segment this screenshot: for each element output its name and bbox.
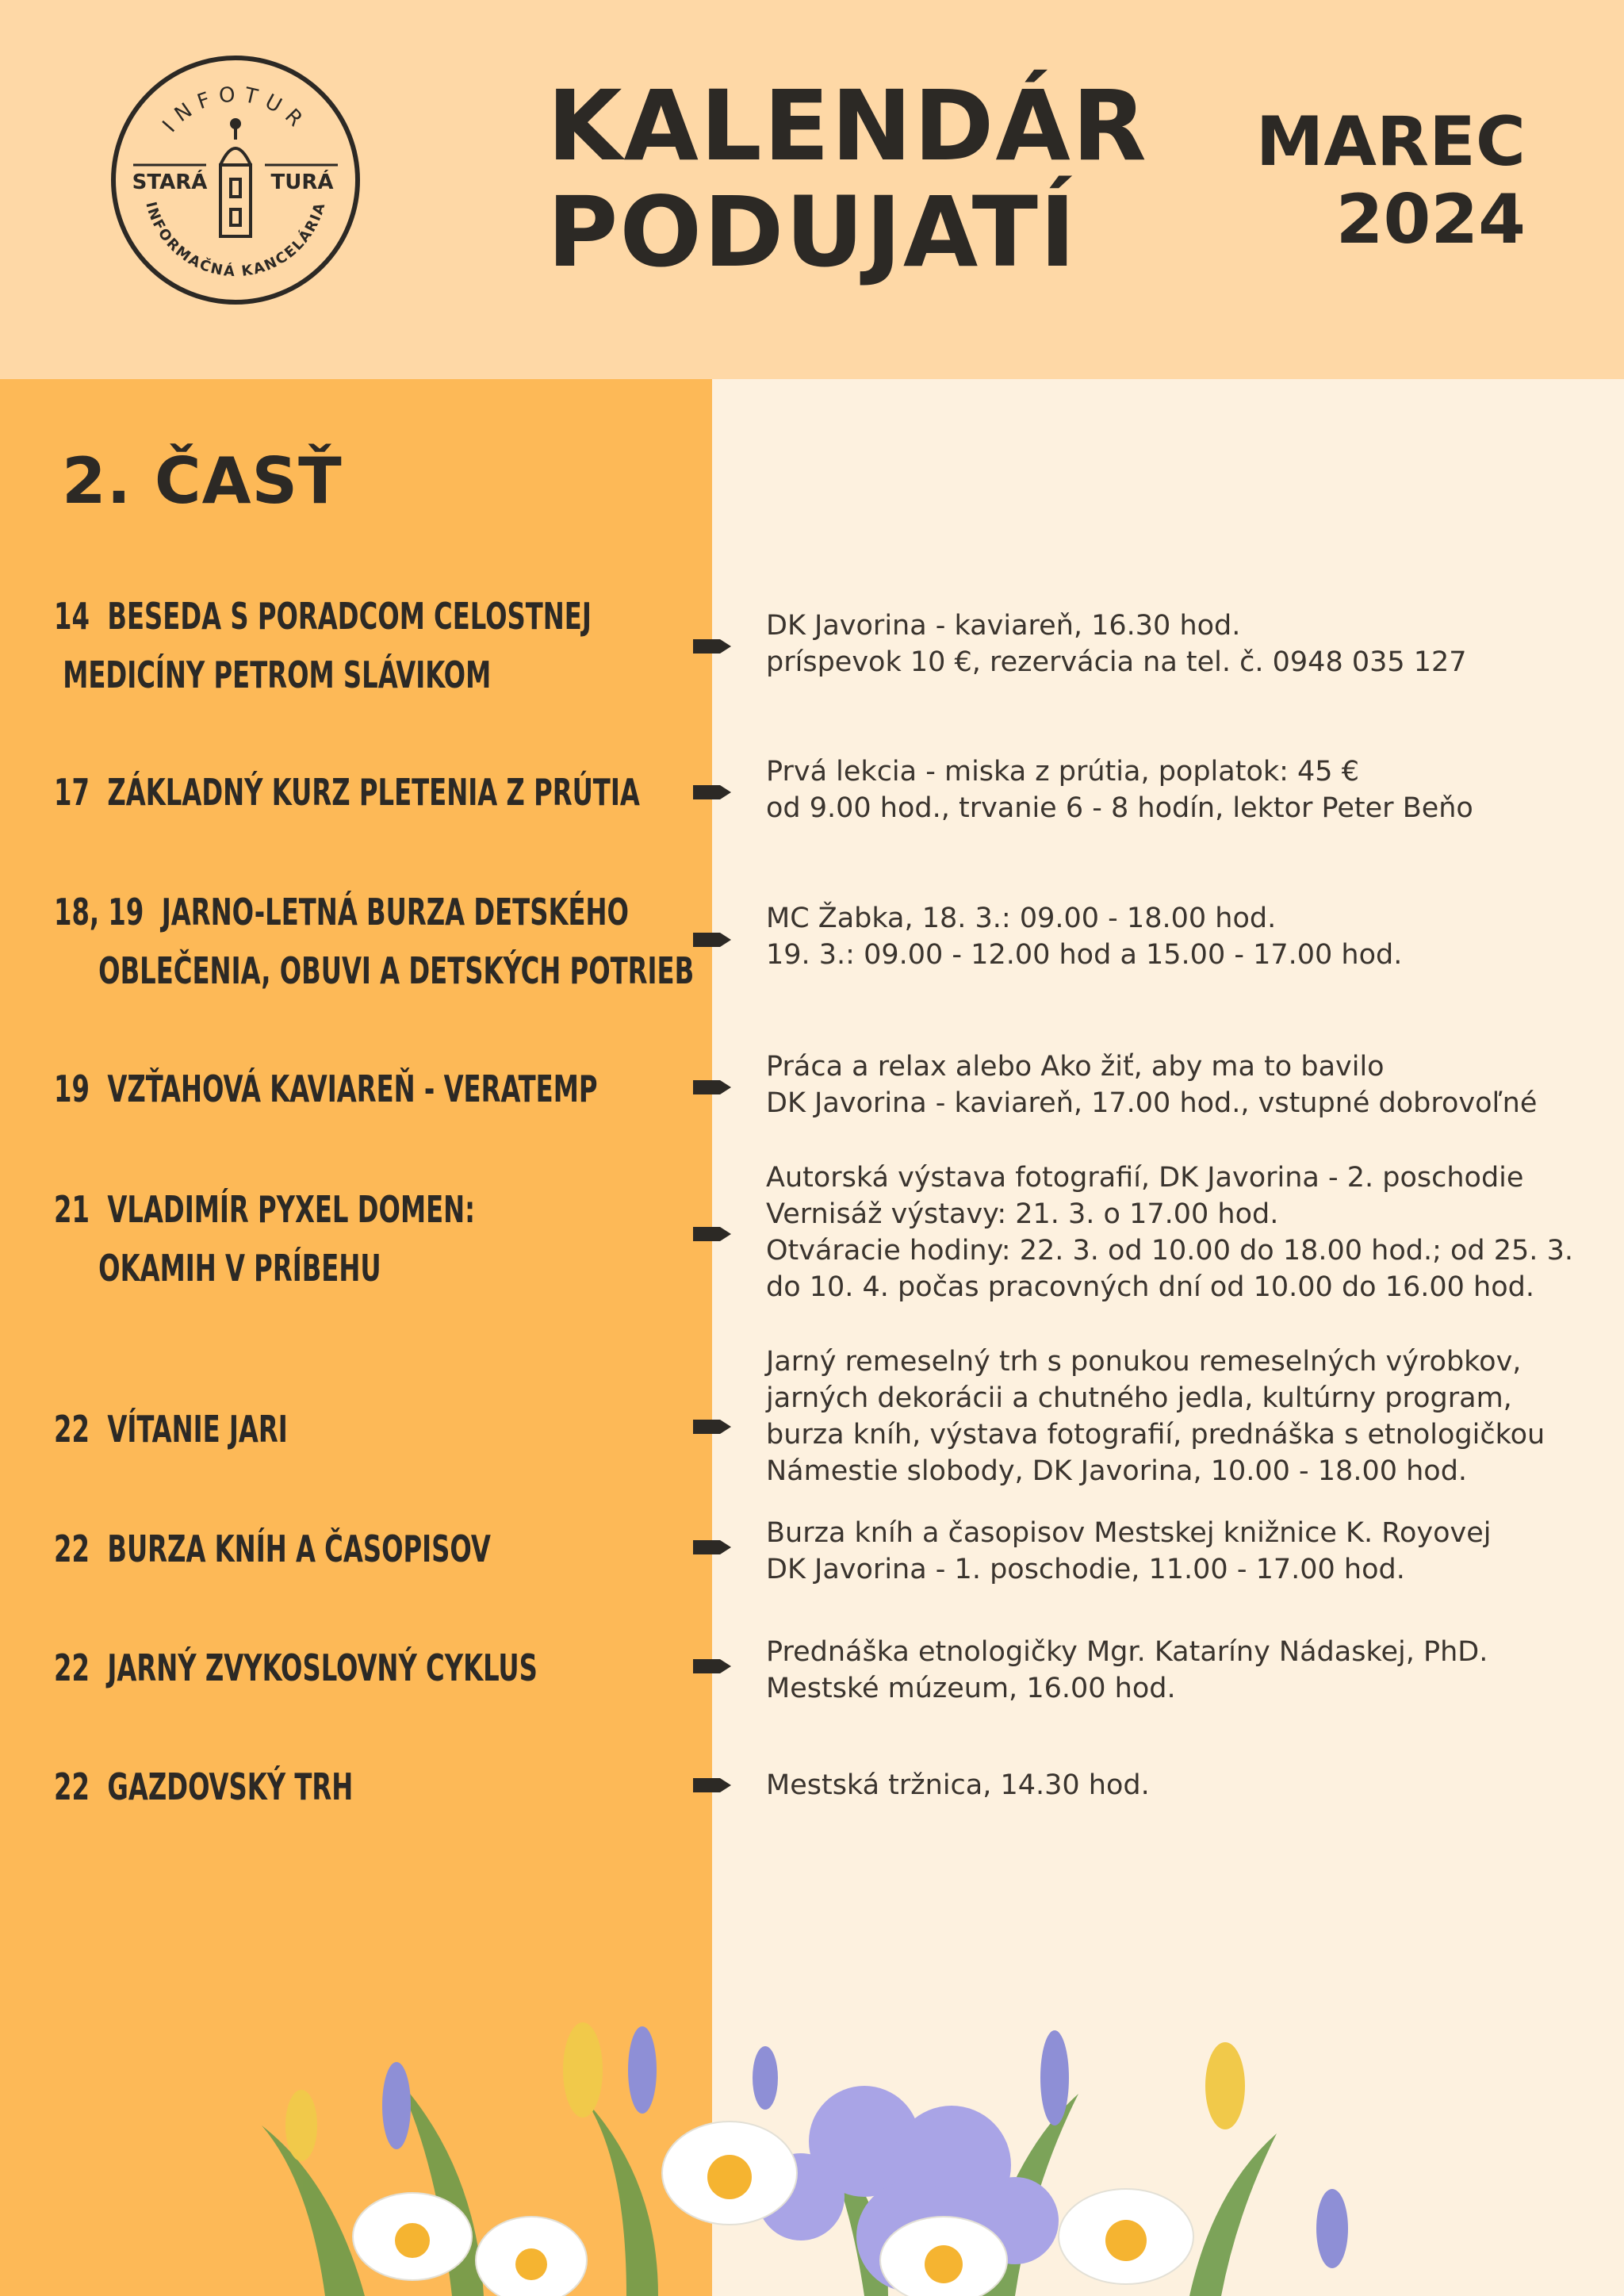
event-description — [766, 1515, 1607, 1588]
event-description-line: Vernisáž výstavy: 21. 3. o 17.00 hod. — [766, 1198, 1279, 1230]
arrow-right-icon — [693, 782, 731, 803]
event-title — [54, 1757, 353, 1816]
arrow-right-icon — [693, 930, 731, 950]
event-description-line: do 10. 4. počas pracovných dní od 10.00 do 16.00 hod. — [766, 1271, 1534, 1303]
logo-bottom-text: INFORMAČNÁ KANCELÁRIA — [142, 200, 329, 281]
month-label — [1256, 103, 1526, 259]
arrow-right-icon — [693, 1077, 731, 1098]
tower-icon — [220, 120, 251, 236]
logo-top-text: INFOTUR — [158, 82, 313, 137]
month-year: 2024 — [1335, 180, 1526, 259]
event-description-line: Autorská výstava fotografií, DK Javorina - 2. poschodie — [766, 1162, 1524, 1194]
event-title — [54, 763, 640, 822]
event-description — [766, 1634, 1607, 1707]
event-title — [54, 1400, 288, 1458]
event-title-line: MEDICÍNY PETROM SLÁVIKOM — [54, 654, 492, 696]
event-title-line: 22 BURZA KNÍH A ČASOPISOV — [54, 1527, 491, 1570]
event-description-line: DK Javorina - 1. poschodie, 11.00 - 17.00 hod. — [766, 1554, 1405, 1585]
event-description-line: Prednáška etnologičky Mgr. Kataríny Nádaskej, PhD. — [766, 1636, 1488, 1668]
part-label: 2. ČASŤ — [62, 444, 343, 518]
event-title-line: OBLEČENIA, OBUVI A DETSKÝCH POTRIEB — [54, 949, 695, 992]
event-description-line: Otváracie hodiny: 22. 3. od 10.00 do 18.00 hod.; od 25. 3. — [766, 1235, 1573, 1267]
event-title-line: OKAMIH V PRÍBEHU — [54, 1247, 381, 1290]
arrow-right-icon — [693, 1537, 731, 1558]
event-description — [766, 1343, 1607, 1489]
event-description-line: Námestie slobody, DK Javorina, 10.00 - 18.00 hod. — [766, 1455, 1468, 1487]
event-title — [54, 1060, 598, 1118]
event-description-line: DK Javorina - kaviareň, 16.30 hod. — [766, 610, 1241, 642]
title-line-1: KALENDÁR — [547, 70, 1148, 182]
event-description-line: Mestská tržnica, 14.30 hod. — [766, 1769, 1150, 1801]
title-line-2: PODUJATÍ — [547, 176, 1078, 289]
event-title-line: 21 VLADIMÍR PYXEL DOMEN: — [54, 1188, 476, 1231]
event-title — [54, 1639, 538, 1697]
event-description-line: od 9.00 hod., trvanie 6 - 8 hodín, lektor Peter Beňo — [766, 792, 1473, 824]
event-title-line: 18, 19 JARNO-LETNÁ BURZA DETSKÉHO — [54, 891, 629, 933]
event-title-line: 22 VÍTANIE JARI — [54, 1408, 288, 1451]
event-description — [766, 1159, 1607, 1305]
event-title — [54, 587, 592, 704]
month-name: MAREC — [1255, 102, 1526, 182]
event-description-line: jarných dekorácii a chutného jedla, kultúrny program, — [766, 1382, 1512, 1414]
event-description-line: MC Žabka, 18. 3.: 09.00 - 18.00 hod. — [766, 903, 1277, 934]
event-title — [54, 1180, 475, 1297]
arrow-right-icon — [693, 1656, 731, 1677]
event-description-line: Jarný remeselný trh s ponukou remeselných výrobkov, — [766, 1346, 1522, 1378]
event-description — [766, 1767, 1607, 1803]
event-title — [54, 883, 694, 1000]
arrow-right-icon — [693, 1224, 731, 1244]
event-title-line: 17 ZÁKLADNÝ KURZ PLETENIA Z PRÚTIA — [54, 771, 640, 814]
arrow-right-icon — [693, 636, 731, 657]
event-title-line: 19 VZŤAHOVÁ KAVIAREŇ - VERATEMP — [54, 1068, 598, 1110]
event-title-line: 22 JARNÝ ZVYKOSLOVNÝ CYKLUS — [54, 1646, 538, 1689]
arrow-right-icon — [693, 1775, 731, 1796]
logo-left-text: STARÁ — [132, 171, 208, 194]
event-description-line: príspevok 10 €, rezervácia na tel. č. 0948 035 127 — [766, 646, 1467, 678]
event-description — [766, 1048, 1607, 1121]
event-title-line: 14 BESEDA S PORADCOM CELOSTNEJ — [54, 595, 592, 638]
event-description — [766, 608, 1607, 680]
event-title-line: 22 GAZDOVSKÝ TRH — [54, 1765, 354, 1808]
event-description — [766, 900, 1607, 973]
event-title — [54, 1520, 491, 1578]
event-description-line: 19. 3.: 09.00 - 12.00 hod a 15.00 - 17.00 hod. — [766, 939, 1403, 971]
event-description-line: DK Javorina - kaviareň, 17.00 hod., vstupné dobrovoľné — [766, 1087, 1538, 1119]
event-description — [766, 753, 1607, 826]
event-description-line: burza kníh, výstava fotografií, prednáška s etnologičkou — [766, 1419, 1545, 1451]
infotur-logo — [109, 54, 362, 306]
arrow-right-icon — [693, 1416, 731, 1437]
event-description-line: Mestské múzeum, 16.00 hod. — [766, 1673, 1176, 1704]
event-description-line: Práca a relax alebo Ako žiť, aby ma to bavilo — [766, 1051, 1385, 1083]
spring-flowers-decoration — [214, 1983, 1435, 2296]
event-description-line: Burza kníh a časopisov Mestskej knižnice K. Royovej — [766, 1517, 1492, 1549]
page-title — [547, 70, 1148, 289]
logo-right-text: TURÁ — [270, 171, 334, 194]
event-description-line: Prvá lekcia - miska z prútia, poplatok: 45 € — [766, 756, 1359, 788]
